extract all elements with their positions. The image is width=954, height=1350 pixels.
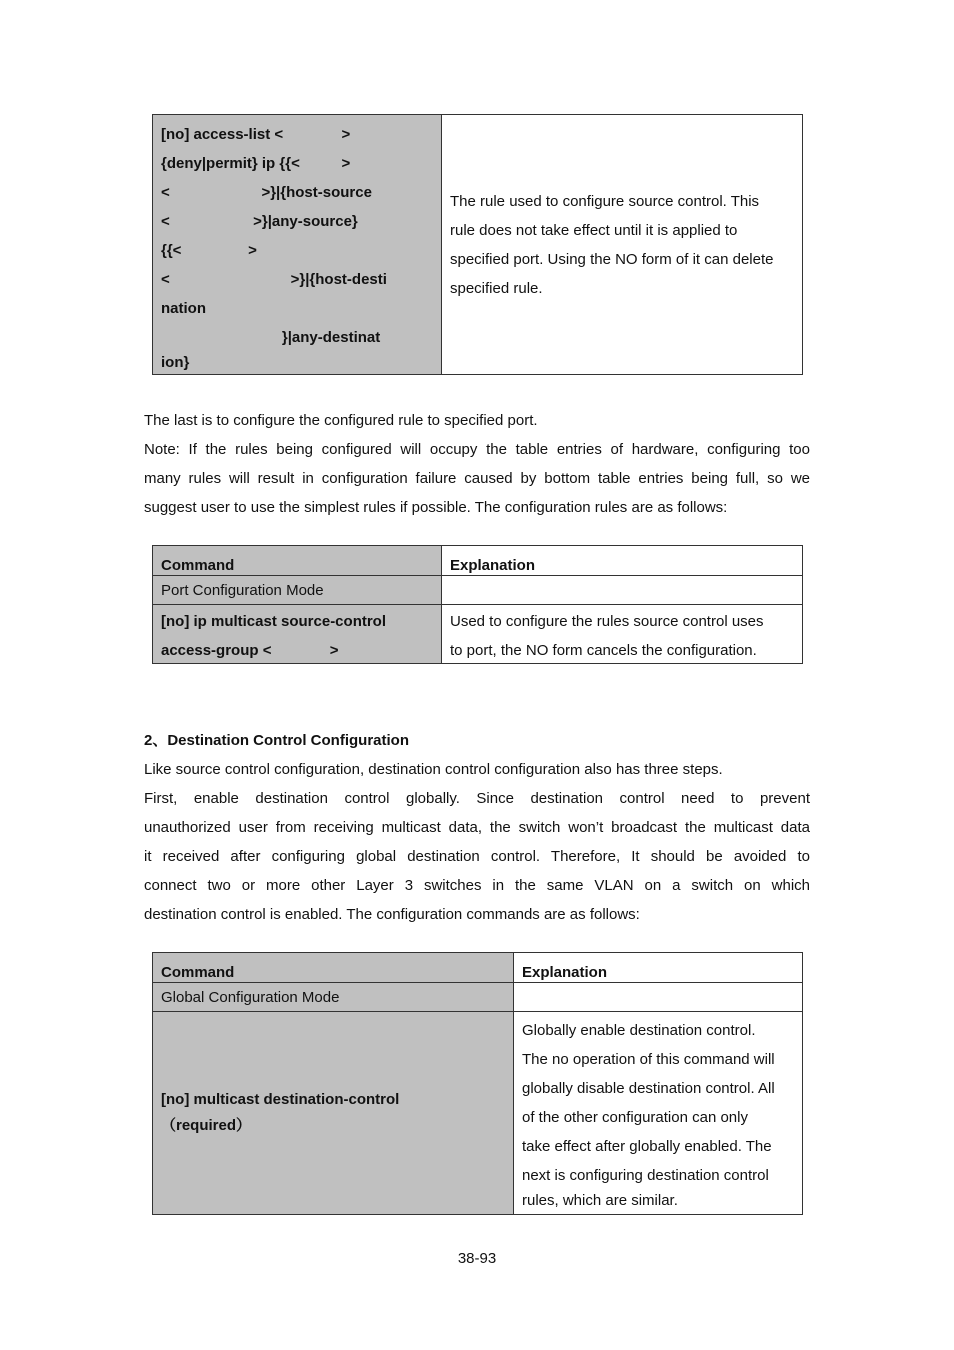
command-line: }|any-destinat xyxy=(161,329,381,346)
command-cell xyxy=(153,115,442,375)
command-line: < >}|{host-desti xyxy=(161,271,387,288)
text-line: many rules will result in configuration failure caused by bottom table entries being full, so we xyxy=(144,470,810,487)
explanation-line: specified port. Using the NO form of it can delete xyxy=(450,250,774,268)
global-config-table xyxy=(152,952,803,1215)
text-line: connect two or more other Layer 3 switches in the same VLAN on a switch on which xyxy=(144,877,810,894)
explanation-line: next is configuring destination control xyxy=(522,1167,769,1184)
port-config-table xyxy=(152,545,803,664)
text-line: suggest user to use the simplest rules if possible. The configuration rules are as follows: xyxy=(144,499,728,516)
mode-empty-cell xyxy=(442,576,803,605)
explanation-line: take effect after globally enabled. The xyxy=(522,1138,772,1155)
header-command: Command xyxy=(153,953,514,983)
text-line: destination control is enabled. The configuration commands are as follows: xyxy=(144,906,640,923)
mode-cell: Port Configuration Mode xyxy=(153,576,442,605)
explanation-line: rules, which are similar. xyxy=(522,1192,678,1209)
header-explanation: Explanation xyxy=(442,546,803,576)
mode-empty-cell xyxy=(514,983,803,1012)
command-line: {{< > xyxy=(161,242,257,259)
text-line: unauthorized user from receiving multicast data, the switch won’t broadcast the multicast data xyxy=(144,819,810,836)
explanation-line: of the other configuration can only xyxy=(522,1109,748,1126)
command-line: < >}|any-source} xyxy=(161,213,358,230)
explanation-cell xyxy=(442,115,803,375)
header-explanation: Explanation xyxy=(514,953,803,983)
explanation-line: globally disable destination control. All xyxy=(522,1080,775,1097)
section-destination-control xyxy=(144,726,810,929)
explanation-cell xyxy=(442,605,803,664)
command-line: < >}|{host-source xyxy=(161,184,372,201)
explanation-line: to port, the NO form cancels the configuration. xyxy=(450,642,757,659)
text-line: it received after configuring global destination control. Therefore, It should be avoided to xyxy=(144,848,810,865)
command-line: nation xyxy=(161,300,206,317)
command-cell xyxy=(153,605,442,664)
command-line: {deny|permit} ip {{< > xyxy=(161,155,351,172)
explanation-line: rule does not take effect until it is applied to xyxy=(450,221,738,239)
command-line: ion} xyxy=(161,354,190,371)
command-line: （required） xyxy=(161,1117,252,1134)
explanation-cell xyxy=(514,1012,803,1215)
command-line: [no] ip multicast source-control xyxy=(161,613,387,630)
source-control-rule-table xyxy=(152,114,803,375)
mode-cell: Global Configuration Mode xyxy=(153,983,514,1012)
paragraph-port-rule xyxy=(144,406,810,522)
command-cell xyxy=(153,1012,514,1215)
explanation-line: Globally enable destination control. xyxy=(522,1022,756,1039)
command-line: [no] multicast destination-control xyxy=(161,1091,400,1108)
explanation-line: The rule used to configure source control. This xyxy=(450,192,760,210)
text-line: Like source control configuration, destination control configuration also has three steps. xyxy=(144,761,723,778)
header-command: Command xyxy=(153,546,442,576)
text-line: First, enable destination control globally. Since destination control need to prevent xyxy=(144,790,810,807)
explanation-line: The no operation of this command will xyxy=(522,1051,775,1068)
command-line: access-group < > xyxy=(161,642,339,659)
command-line: [no] access-list < > xyxy=(161,126,351,143)
text-line: The last is to configure the configured rule to specified port. xyxy=(144,412,538,429)
explanation-line: Used to configure the rules source control uses xyxy=(450,613,764,630)
explanation-line: specified rule. xyxy=(450,279,543,297)
section-heading: 2、Destination Control Configuration xyxy=(144,732,409,749)
page-number: 38-93 xyxy=(457,1250,497,1267)
text-line: Note: If the rules being configured will occupy the table entries of hardware, configuring too xyxy=(144,441,810,458)
